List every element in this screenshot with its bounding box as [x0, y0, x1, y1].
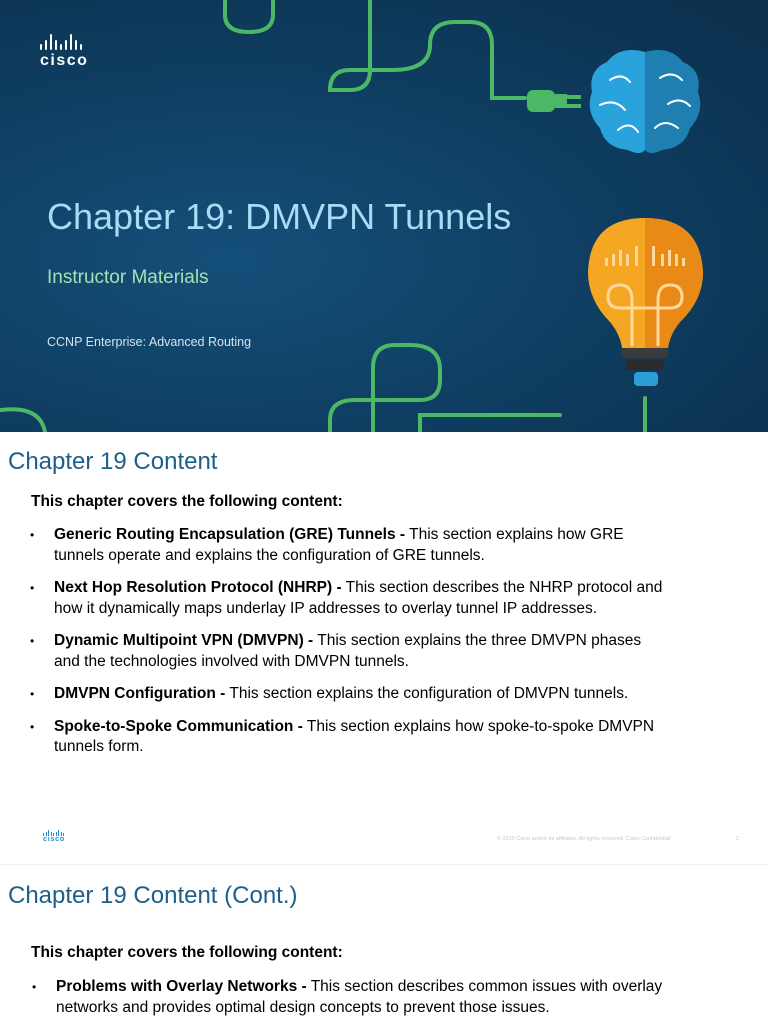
list-item [30, 684, 670, 705]
list-item [30, 717, 670, 758]
item-text: This section explains the configuration of DMVPN tunnels. [225, 685, 629, 702]
item-title: Generic Routing Encapsulation (GRE) Tunnels - [54, 526, 406, 543]
slide-heading: Chapter 19 Content (Cont.) [8, 882, 298, 909]
content-slide-continued [0, 864, 768, 1025]
course-name: CCNP Enterprise: Advanced Routing [47, 335, 252, 349]
page-number: 2 [736, 836, 740, 842]
cisco-logo [40, 34, 88, 70]
slide-intro: This chapter covers the following content: [31, 944, 343, 961]
title-slide [0, 0, 768, 432]
cisco-logo-word: cisco [40, 52, 89, 69]
item-title: Dynamic Multipoint VPN (DMVPN) - [54, 632, 314, 649]
lightbulb-icon [588, 218, 703, 386]
copyright-notice: © 2019 Cisco and/or its affiliates. All rights reserved. Cisco Confidential [497, 836, 671, 842]
list-item [30, 631, 670, 672]
brain-icon [590, 50, 700, 153]
footer-cisco-logo [43, 830, 65, 843]
subtitle: Instructor Materials [47, 267, 209, 288]
list-item [30, 578, 670, 619]
cisco-logo-bars [40, 34, 88, 50]
item-title: Next Hop Resolution Protocol (NHRP) - [54, 579, 342, 596]
slide-intro: This chapter covers the following content: [31, 493, 343, 510]
item-text: This section explains how GRE tunnels operate and explains the configuration of GRE tunnels. [54, 526, 624, 564]
item-title: Spoke-to-Spoke Communication - [54, 717, 303, 735]
footer-logo-word: cisco [43, 836, 65, 843]
item-text: This section describes the NHRP protocol and how it dynamically maps underlay IP addresses to overlay tunnel IP addresses. [54, 579, 663, 617]
item-title: DMVPN Configuration - [54, 685, 226, 702]
list-item [30, 525, 670, 566]
plug-icon [527, 90, 581, 112]
slide-heading: Chapter 19 Content [8, 448, 218, 475]
item-text: This section explains the three DMVPN phases and the technologies involved with DMVPN tunnels. [54, 632, 642, 670]
content-list [30, 525, 670, 770]
chapter-title: Chapter 19: DMVPN Tunnels [47, 196, 512, 237]
item-text: This section describes common issues with overlay networks and provides optimal design concepts to prevent those issues. [56, 978, 663, 1016]
content-list [32, 977, 672, 1030]
content-slide [0, 432, 768, 864]
list-item [32, 977, 672, 1018]
item-text: This section explains how spoke-to-spoke DMVPN tunnels form. [54, 717, 655, 755]
item-title: Problems with Overlay Networks - [56, 978, 307, 995]
